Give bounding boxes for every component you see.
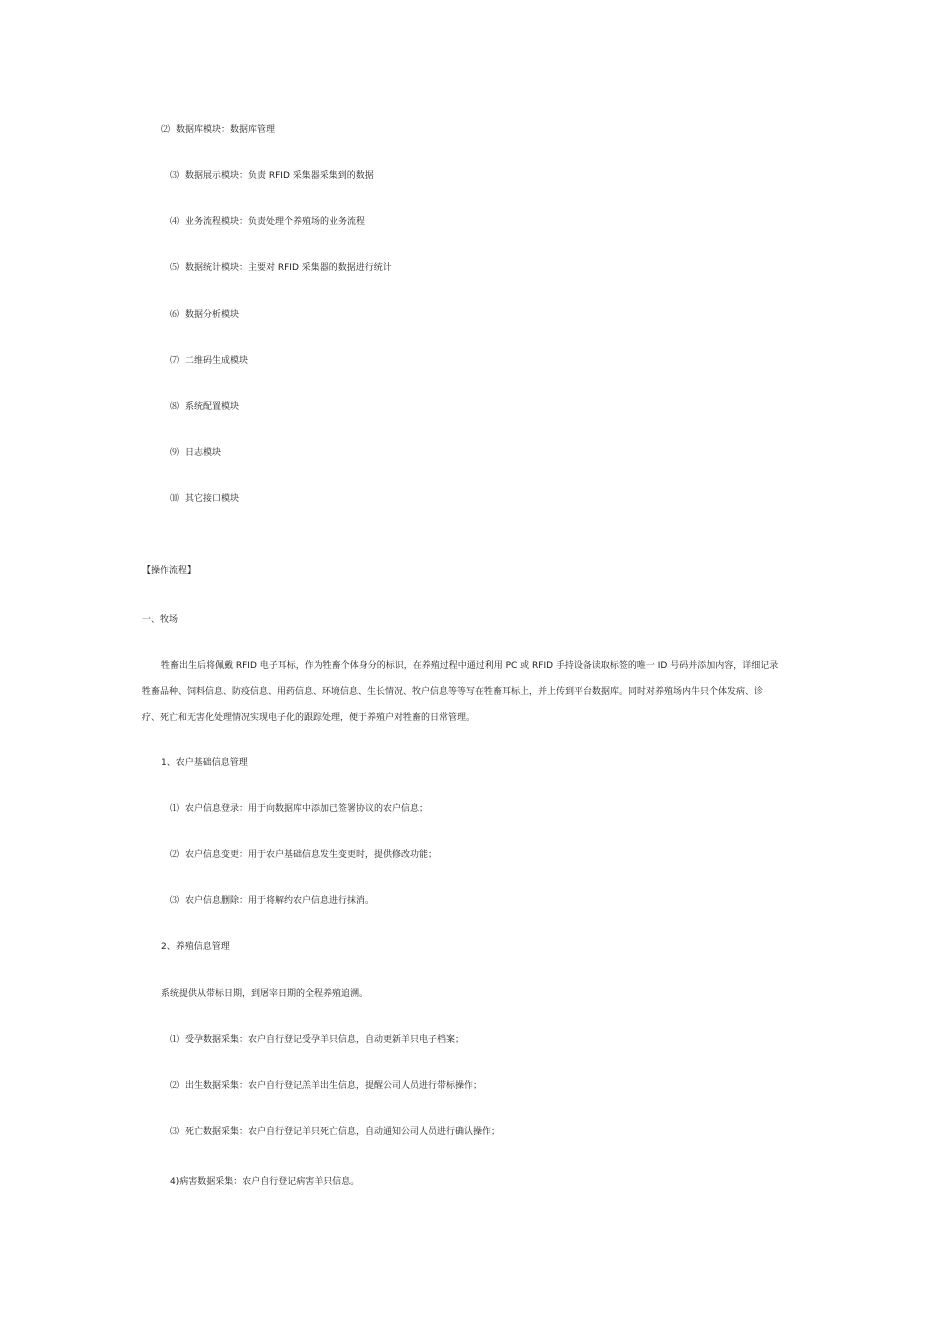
intro-paragraph-line: 牲畜出生后将佩戴 RFID 电子耳标，作为牲畜个体身分的标识，在养殖过程中通过利用 PC 或 RFID 手持设备读取标签的唯一 ID 号码并添加内容，详细记录 <box>161 661 779 671</box>
item-text: 数据库模块：数据库管理 <box>176 125 276 135</box>
item-text: 农户信息变更：用于农户基础信息发生变更时，提供修改功能； <box>185 850 438 860</box>
breeding-item-last: 4)病害数据采集：农户自行登记病害羊只信息。 <box>170 1177 360 1187</box>
farmer-item <box>170 895 374 907</box>
item-text: 系统配置模块 <box>185 402 240 412</box>
module-item <box>161 124 275 136</box>
farmer-section-title: 1、农户基础信息管理 <box>161 758 248 768</box>
module-item <box>170 262 392 274</box>
breeding-description: 系统提供从带标日期，到屠宰日期的全程养殖追溯。 <box>161 989 369 999</box>
item-text: 数据统计模块：主要对 RFID 采集器的数据进行统计 <box>185 263 392 273</box>
item-number: ⑵ <box>161 125 171 135</box>
item-number: ⑶ <box>170 1127 180 1137</box>
item-number: ⑺ <box>170 356 180 366</box>
farmer-item <box>170 849 437 861</box>
module-item <box>170 447 221 459</box>
breeding-section-title: 2、养殖信息管理 <box>161 942 230 952</box>
item-number: ⑶ <box>170 896 180 906</box>
item-number: ⑸ <box>170 263 180 273</box>
item-number: ⑴ <box>170 804 180 814</box>
item-number: ⑵ <box>170 850 180 860</box>
item-number: ⑴ <box>170 1035 180 1045</box>
item-number: ⑶ <box>170 171 180 181</box>
item-number: ⑷ <box>170 217 180 227</box>
item-text: 其它接口模块 <box>185 494 240 504</box>
intro-paragraph-line: 牲畜品种、饲料信息、防疫信息、用药信息、环境信息、生长情况、牧户信息等等写在牲畜耳标上，并上传到平台数据库。同时对养殖场内牛只个体发病、诊 <box>142 687 764 697</box>
module-item <box>170 309 239 321</box>
item-text: 农户信息删除：用于将解约农户信息进行抹消。 <box>185 896 375 906</box>
item-text: 出生数据采集：农户自行登记羔羊出生信息，提醒公司人员进行带标操作； <box>185 1081 483 1091</box>
item-text: 死亡数据采集：农户自行登记羊只死亡信息，自动通知公司人员进行确认操作； <box>185 1127 501 1137</box>
item-text: 数据展示模块：负责 RFID 采集器采集到的数据 <box>185 171 374 181</box>
module-item <box>170 355 248 367</box>
module-item <box>170 216 365 228</box>
item-text: 农户信息登录：用于向数据库中添加已签署协议的农户信息； <box>185 804 429 814</box>
item-text: 二维码生成模块 <box>185 356 249 366</box>
section-heading: 【操作流程】 <box>142 566 197 576</box>
module-item <box>170 170 374 182</box>
subsection-heading: 一、牧场 <box>142 615 179 625</box>
item-number: ⑼ <box>170 448 180 458</box>
breeding-item <box>170 1126 500 1138</box>
breeding-item <box>170 1080 482 1092</box>
farmer-item <box>170 803 428 815</box>
item-number: ⑵ <box>170 1081 180 1091</box>
item-number: ⑽ <box>170 494 180 504</box>
item-text: 受孕数据采集：农户自行登记受孕羊只信息，自动更新羊只电子档案； <box>185 1035 465 1045</box>
item-text: 数据分析模块 <box>185 310 240 320</box>
module-item <box>170 401 239 413</box>
item-text: 业务流程模块：负责处理个养殖场的业务流程 <box>185 217 366 227</box>
item-number: ⑻ <box>170 402 180 412</box>
breeding-item <box>170 1034 464 1046</box>
intro-paragraph-line: 疗、死亡和无害化处理情况实现电子化的跟踪处理，便于养殖户对牲畜的日常管理。 <box>142 713 476 723</box>
module-item <box>170 493 239 505</box>
item-text: 日志模块 <box>185 448 222 458</box>
item-number: ⑹ <box>170 310 180 320</box>
